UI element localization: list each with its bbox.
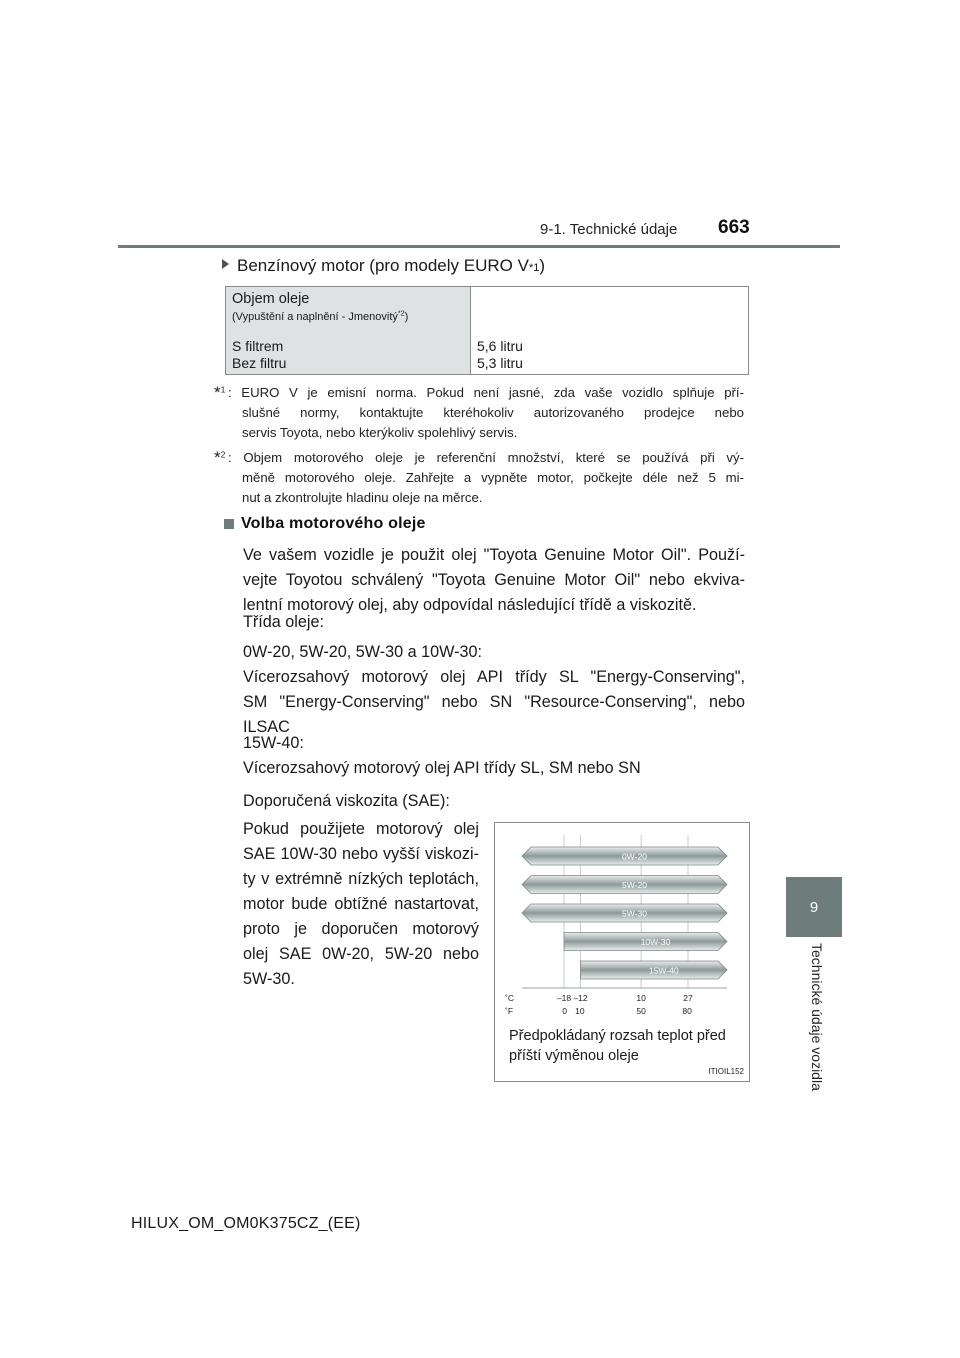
subheading-text: Benzínový motor (pro modely EURO V <box>237 256 529 275</box>
chapter-label <box>805 943 825 1103</box>
table-row-value: 5,3 litru <box>477 355 523 371</box>
paragraph-line: vejte Toyotou schválený "Toyota Genuine Motor Oil" nebo ekviva- <box>243 571 745 589</box>
table-row-value: 5,6 litru <box>477 338 523 354</box>
header-rule <box>118 245 840 248</box>
footnote-line: nut a zkontrolujte hladinu oleje na měrce. <box>242 490 483 505</box>
footnote-line: měně motorového oleje. Zahřejte a vypněte motor, počkejte déle než 5 mi- <box>242 470 744 485</box>
celsius-tick-label: –18 <box>556 993 572 1003</box>
grade-1-block <box>243 640 745 740</box>
page-number: 663 <box>718 217 750 238</box>
grade-line: ILSAC <box>243 718 290 736</box>
grade-title: 15W-40: <box>243 734 304 752</box>
footnote-line: servis Toyota, nebo kterýkoliv spolehlivý servis. <box>242 425 518 440</box>
viscosity-paragraph <box>243 817 479 992</box>
table-row-label: Bez filtru <box>232 355 287 371</box>
celsius-tick-label: 27 <box>683 993 693 1003</box>
subheading-close: ) <box>539 256 546 275</box>
document-footer: HILUX_OM_OM0K375CZ_(EE) <box>131 1215 361 1232</box>
triangle-bullet-icon <box>222 259 229 269</box>
caption-line: Předpokládaný rozsah teplot před <box>509 1028 726 1044</box>
fahrenheit-unit-label: ˚F <box>505 1006 514 1016</box>
band-label: 5W-20 <box>622 880 647 890</box>
paragraph-line: ty v extrémně nízkých teplotách, <box>243 870 479 888</box>
heading-text: Volba motorového oleje <box>241 515 426 532</box>
viscosity-label: Doporučená viskozita (SAE): <box>243 792 450 810</box>
sublabel-close: ) <box>404 311 409 323</box>
table-header-label: Objem oleje <box>232 291 310 307</box>
sublabel-text: (Vypuštění a naplnění - Jmenovitý <box>232 311 398 323</box>
band-label: 0W-20 <box>622 851 647 862</box>
viscosity-chart-figure <box>494 822 750 1082</box>
fahrenheit-tick-label: 50 <box>636 1006 646 1016</box>
chapter-number: 9 <box>809 898 819 916</box>
paragraph-line: Ve vašem vozidle je použit olej "Toyota Genuine Motor Oil". Použí- <box>243 546 745 564</box>
footnote-line: : Objem motorového oleje je referenční množství, které se používá při vý- <box>228 450 744 465</box>
oil-capacity-table <box>225 286 749 375</box>
paragraph-line: Pokud použijete motorový olej <box>243 820 479 838</box>
chapter-tab[interactable] <box>786 877 842 937</box>
footnote-mark: *$^1$ <box>214 383 226 402</box>
paragraph-line: motor bude obtížné nastartovat, <box>243 895 479 913</box>
footnote-2 <box>214 448 744 508</box>
footnote-line: slušné normy, kontaktujte kteréhokoliv autorizovaného prodejce nebo <box>242 405 744 420</box>
oil-selection-heading <box>224 515 426 533</box>
grade-2-block <box>243 731 745 781</box>
grade-title: 0W-20, 5W-20, 5W-30 a 10W-30: <box>243 643 483 661</box>
grade-line: Vícerozsahový motorový olej API třídy SL "Energy-Conserving", <box>243 668 745 686</box>
footnote-line: : EURO V je emisní norma. Pokud není jasné, zda vaše vozidlo splňuje pří- <box>228 385 744 400</box>
celsius-tick-label: 10 <box>636 993 646 1003</box>
fahrenheit-tick-label: 10 <box>575 1006 585 1016</box>
grade-line: Vícerozsahový motorový olej API třídy SL, SM nebo SN <box>243 759 641 777</box>
intro-paragraph <box>243 543 745 618</box>
table-row-label: S filtrem <box>232 338 284 354</box>
section-title: 9-1. Technické údaje <box>540 221 678 238</box>
footnote-mark: *$^2$ <box>214 448 226 467</box>
paragraph-line: lentní motorový olej, aby odpovídal následující třídě a viskozitě. <box>243 596 697 614</box>
oil-class-label: Třída oleje: <box>243 613 324 631</box>
fahrenheit-tick-label: 80 <box>682 1006 692 1016</box>
band-label: 15W-40 <box>648 965 679 976</box>
paragraph-line: SAE 10W-30 nebo vyšší viskozi- <box>243 845 479 863</box>
paragraph-line: proto je doporučen motorový <box>243 920 479 938</box>
band-label: 10W-30 <box>640 937 671 947</box>
engine-subheading: Benzínový motor (pro modely EURO V *1 ) <box>222 256 545 276</box>
band-label: 5W-30 <box>622 908 647 919</box>
paragraph-line: 5W-30. <box>243 970 295 988</box>
sublabel-sup: *2 <box>397 309 405 318</box>
celsius-unit-label: ˚C <box>505 993 514 1003</box>
footnote-1 <box>214 383 744 443</box>
square-bullet-icon <box>224 519 234 529</box>
figure-id: ITIOIL152 <box>708 1067 744 1076</box>
fahrenheit-tick-label: 0 <box>562 1006 567 1016</box>
table-header-sublabel <box>232 309 408 326</box>
caption-line: příští výměnou oleje <box>509 1048 639 1064</box>
chart-caption <box>509 1026 726 1066</box>
celsius-tick-label: –12 <box>573 993 588 1003</box>
chapter-label-text: Technické údaje vozidla <box>809 943 825 1091</box>
paragraph-line: olej SAE 0W-20, 5W-20 nebo <box>243 945 479 963</box>
grade-line: SM "Energy-Conserving" nebo SN "Resource-Conserving", nebo <box>243 693 745 711</box>
